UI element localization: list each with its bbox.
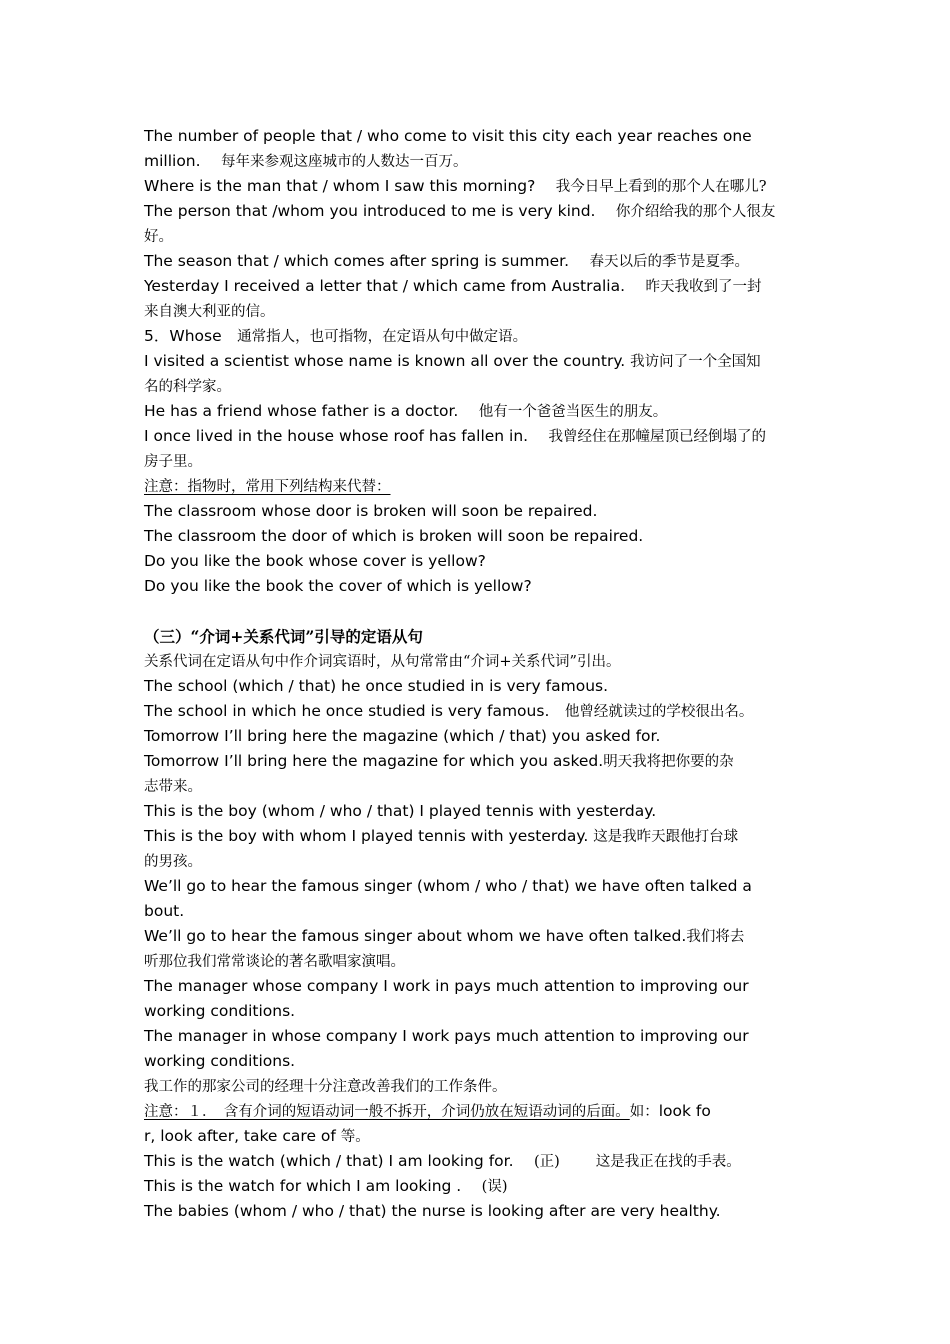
text-line: 关系代词在定语从句中作介词宾语时，从句常常由“介词+关系代词”引出。 (144, 654, 621, 670)
text-line: This is the boy with whom I played tennis with yesterday. 这是我昨天跟他打台球 (144, 827, 739, 845)
text-line: The person that /whom you introduced to me is very kind. 你介绍给我的那个人很友 (144, 202, 776, 220)
text-line: Do you like the book whose cover is yellow? (144, 552, 486, 570)
text-line: 我工作的那家公司的经理十分注意改善我们的工作条件。 (144, 1079, 507, 1095)
text-line: 志带来。 (144, 779, 202, 795)
text-line: Yesterday I received a letter that / which came from Australia. 昨天我收到了一封 (144, 277, 762, 295)
text-line: 名的科学家。 (144, 379, 231, 395)
section-5-heading: 5．Whose 通常指人，也可指物，在定语从句中做定语。 (144, 327, 528, 345)
text-line: 听那位我们常常谈论的著名歌唱家演唱。 (144, 954, 405, 970)
text-line: I visited a scientist whose name is known all over the country. 我访问了一个全国知 (144, 352, 761, 370)
text-line: The season that / which comes after spring is summer. 春天以后的季节是夏季。 (144, 252, 749, 270)
text-line: 好。 (144, 229, 173, 245)
text-line: The school in which he once studied is very famous. 他曾经就读过的学校很出名。 (144, 702, 754, 720)
text-line: The number of people that / who come to visit this city each year reaches one (144, 127, 752, 145)
text-line: The babies (whom / who / that) the nurse is looking after are very healthy. (144, 1202, 721, 1220)
text-line: working conditions. (144, 1052, 296, 1070)
text-line: We’ll go to hear the famous singer about whom we have often talked.我们将去 (144, 927, 745, 945)
note-line: 注意：１． 含有介词的短语动词一般不拆开，介词仍放在短语动词的后面。如：look fo (144, 1102, 711, 1120)
text-line: r, look after, take care of 等。 (144, 1127, 370, 1145)
text-line: million. 每年来参观这座城市的人数达一百万。 (144, 152, 468, 170)
text-line: Tomorrow I’ll bring here the magazine (which / that) you asked for. (144, 727, 661, 745)
text-line: 来自澳大利亚的信。 (144, 304, 275, 320)
text-line: Tomorrow I’ll bring here the magazine for which you asked.明天我将把你要的杂 (144, 752, 734, 770)
text-line: Where is the man that / whom I saw this morning? 我今日早上看到的那个人在哪儿? (144, 177, 767, 195)
section-3-heading: （三）“介词+关系代词”引导的定语从句 (144, 627, 423, 646)
text-line: 的男孩。 (144, 854, 202, 870)
text-line: The manager whose company I work in pays much attention to improving our (144, 977, 749, 995)
text-line: The school (which / that) he once studied in is very famous. (144, 677, 609, 695)
text-line: The classroom whose door is broken will soon be repaired. (144, 502, 598, 520)
text-line: He has a friend whose father is a doctor. 他有一个爸爸当医生的朋友。 (144, 402, 668, 420)
text-line: The manager in whose company I work pays much attention to improving our (144, 1027, 749, 1045)
text-line: This is the boy (whom / who / that) I played tennis with yesterday. (144, 802, 657, 820)
text-line: We’ll go to hear the famous singer (whom / who / that) we have often talked a (144, 877, 752, 895)
text-line: Do you like the book the cover of which is yellow? (144, 577, 532, 595)
paragraph-gap (144, 599, 844, 624)
text-line: The classroom the door of which is broken will soon be repaired. (144, 527, 644, 545)
text-line: This is the watch (which / that) I am looking for. (正) 这是我正在找的手表。 (144, 1152, 741, 1170)
text-line: I once lived in the house whose roof has fallen in. 我曾经住在那幢屋顶已经倒塌了的 (144, 427, 767, 445)
document-page (144, 124, 844, 1224)
note-line: 注意：指物时，常用下列结构来代替： (144, 479, 391, 495)
text-line: working conditions. (144, 1002, 296, 1020)
text-line: This is the watch for which I am looking . (误) (144, 1177, 508, 1195)
text-line: 房子里。 (144, 454, 202, 470)
text-line: bout. (144, 902, 185, 920)
